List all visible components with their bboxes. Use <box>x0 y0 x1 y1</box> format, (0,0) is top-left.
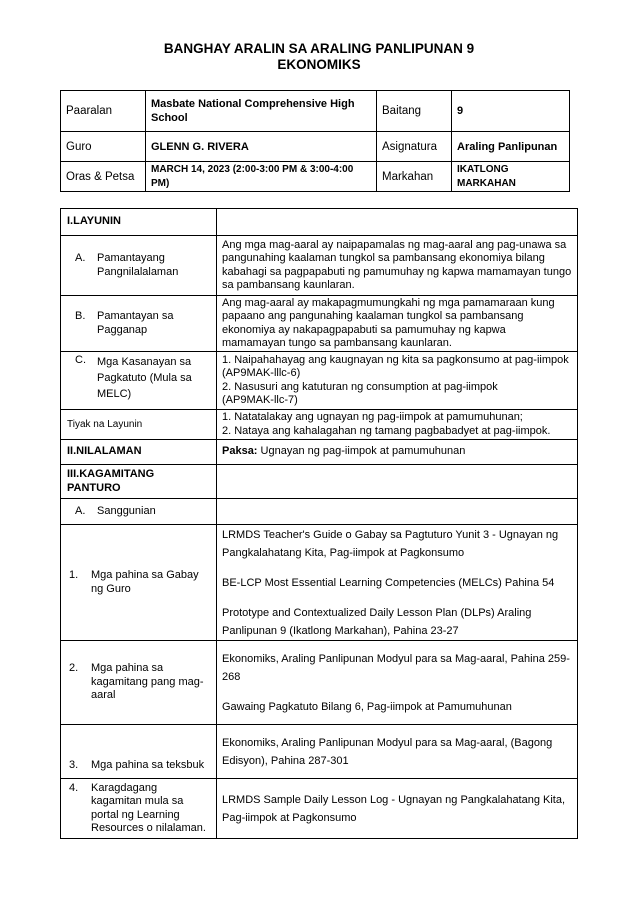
value-guro: GLENN G. RIVERA <box>146 132 377 162</box>
text-kasanayan: 1. Naipahahayag ang kaugnayan ng kita sa pagkonsumo at pag-iimpok (AP9MAK-lllc-6) 2. Nasusuri ang katuturan ng consumption at pag-iimpok (AP9MAK-llc-7) <box>217 352 578 410</box>
text-pamantayan-sa-pagganap: Ang mag-aaral ay makapagmumungkahi ng mga pamamaraan kung papaano ang pangunahing kaalaman tungkol sa pambansang ekonomiya ay nakapagpapabuti sa pamumuhay ng kapwa mamamayan tungo sa pambansang kaunlaran. <box>217 296 578 352</box>
row-teksbuk: 3. Mga pahina sa teksbuk Ekonomiks, Araling Panlipunan Modyul para sa Mag-aaral, (Bagong Edisyon), Pahina 287-301 <box>61 725 578 779</box>
text-teksbuk: Ekonomiks, Araling Panlipunan Modyul para sa Mag-aaral, (Bagong Edisyon), Pahina 287-301 <box>217 725 578 779</box>
value-asignatura: Araling Panlipunan <box>452 132 570 162</box>
value-oras: MARCH 14, 2023 (2:00-3:00 PM & 3:00-4:00 PM) <box>146 162 377 192</box>
header-info-table <box>60 90 570 192</box>
text-kagamitang-pang-mag-aaral: Ekonomiks, Araling Panlipunan Modyul para sa Mag-aaral, Pahina 259-268 Gawaing Pagkatuto Bilang 6, Pag-iimpok at Pamumuhunan <box>217 641 578 725</box>
value-markahan: IKATLONG MARKAHAN <box>452 162 570 192</box>
row-karagdagang-kagamitan: 4. Karagdagang kagamitan mula sa portal ng Learning Resources o nilalaman. LRMDS Sample Daily Lesson Log - Ugnayan ng Pangkalahatang Kita, Pag-iimpok at Pagkonsumo <box>61 779 578 839</box>
row-kasanayan: C. Mga Kasanayan sa Pagkatuto (Mula sa MELC) 1. Naipahahayag ang kaugnayan ng kita sa pagkonsumo at pag-iimpok (AP9MAK-lllc-6) 2. Nasusuri ang katuturan ng consumption at pag-iimpok (AP9MAK-llc-7) <box>61 352 578 410</box>
header-row-paaralan <box>61 91 570 132</box>
label-kagamitang-pang-mag-aaral: Mga pahina sa kagamitang pang mag-aaral <box>91 662 204 702</box>
document-subtitle: EKONOMIKS <box>277 57 361 72</box>
label-paaralan: Paaralan <box>61 91 146 132</box>
row-pamantayang-pangnilalaman: A. Pamantayang Pangnilalalaman Ang mga mag-aaral ay naipapamalas ng mag-aaral ang pag-unawa sa pangunahing kaalaman tungkol sa pambansang ekonomiya bilang kabahagi sa pagpapabuti ng pamumuhay ng kapwa mamamayan tungo sa pambansang kaunlaran. <box>61 236 578 296</box>
label-karagdagang-kagamitan: Karagdagang kagamitan mula sa portal ng Learning Resources o nilalaman. <box>91 781 206 834</box>
value-baitang: 9 <box>452 91 570 132</box>
label-kasanayan: Mga Kasanayan sa Pagkatuto (Mula sa MELC) <box>97 356 192 400</box>
lesson-plan-table <box>60 208 578 839</box>
heading-nilalaman: II.NILALAMAN <box>61 440 217 465</box>
label-baitang: Baitang <box>377 91 452 132</box>
text-tiyak-na-layunin: 1. Natatalakay ang ugnayan ng pag-iimpok at pamumuhunan; 2. Nataya ang kahalagahan ng tamang pagbabadyet at pag-iimpok. <box>217 410 578 440</box>
header-row-oras <box>61 162 570 192</box>
text-gabay-ng-guro: LRMDS Teacher's Guide o Gabay sa Pagtuturo Yunit 3 - Ugnayan ng Pangkalahatang Kita, Pag-iimpok at Pagkonsumo BE-LCP Most Essential Learning Competencies (MELCs) Pahina 54 Prototype and Contextualized Daily Lesson Plan (DLPs) Araling Panlipunan 9 (Ikatlong Markahan), Pahina 23-27 <box>217 525 578 641</box>
label-oras: Oras & Petsa <box>61 162 146 192</box>
row-gabay-ng-guro: 1. Mga pahina sa Gabay ng Guro LRMDS Teacher's Guide o Gabay sa Pagtuturo Yunit 3 - Ugnayan ng Pangkalahatang Kita, Pag-iimpok at Pagkonsumo BE-LCP Most Essential Learning Competencies (MELCs) Pahina 54 Prototype and Contextualized Daily Lesson Plan (DLPs) Araling Panlipunan 9 (Ikatlong Markahan), Pahina 23-27 <box>61 525 578 641</box>
row-kagamitang-panturo <box>61 465 578 499</box>
label-guro: Guro <box>61 132 146 162</box>
heading-kagamitang-panturo: III.KAGAMITANG PANTURO <box>61 465 217 499</box>
label-pamantayang-pangnilalaman: Pamantayang Pangnilalalaman <box>97 252 179 278</box>
value-paaralan: Masbate National Comprehensive High School <box>146 91 377 132</box>
label-gabay-ng-guro: Mga pahina sa Gabay ng Guro <box>91 569 199 595</box>
label-pamantayan-sa-pagganap: Pamantayan sa Pagganap <box>97 310 174 336</box>
row-nilalaman <box>61 440 578 465</box>
label-tiyak-na-layunin: Tiyak na Layunin <box>61 410 217 440</box>
text-paksa: Paksa: Ugnayan ng pag-iimpok at pamumuhunan <box>217 440 578 465</box>
row-tiyak-na-layunin <box>61 410 578 440</box>
row-pamantayan-sa-pagganap: B. Pamantayan sa Pagganap Ang mag-aaral ay makapagmumungkahi ng mga pamamaraan kung papaano ang pangunahing kaalaman tungkol sa pambansang ekonomiya ay nakapagpapabuti sa pamumuhay ng kapwa mamamayan tungo sa pambansang kaunlaran. <box>61 296 578 352</box>
label-asignatura: Asignatura <box>377 132 452 162</box>
heading-layunin: I.LAYUNIN <box>61 209 217 236</box>
row-layunin <box>61 209 578 236</box>
label-teksbuk: Mga pahina sa teksbuk <box>91 758 205 771</box>
text-karagdagang-kagamitan: LRMDS Sample Daily Lesson Log - Ugnayan ng Pangkalahatang Kita, Pag-iimpok at Pagkonsumo <box>217 779 578 839</box>
row-sanggunian: A. Sanggunian <box>61 499 578 525</box>
header-row-guro <box>61 132 570 162</box>
label-sanggunian: Sanggunian <box>97 504 156 517</box>
label-markahan: Markahan <box>377 162 452 192</box>
text-pamantayang-pangnilalaman: Ang mga mag-aaral ay naipapamalas ng mag-aaral ang pag-unawa sa pangunahing kaalaman tungkol sa pambansang ekonomiya bilang kabahagi sa pagpapabuti ng pamumuhay ng kapwa mamamayan tungo sa pambansang kaunlaran. <box>217 236 578 296</box>
document-title: BANGHAY ARALIN SA ARALING PANLIPUNAN 9 <box>163 41 475 56</box>
row-kagamitang-pang-mag-aaral: 2. Mga pahina sa kagamitang pang mag-aaral Ekonomiks, Araling Panlipunan Modyul para sa Mag-aaral, Pahina 259-268 Gawaing Pagkatuto Bilang 6, Pag-iimpok at Pamumuhunan <box>61 641 578 725</box>
